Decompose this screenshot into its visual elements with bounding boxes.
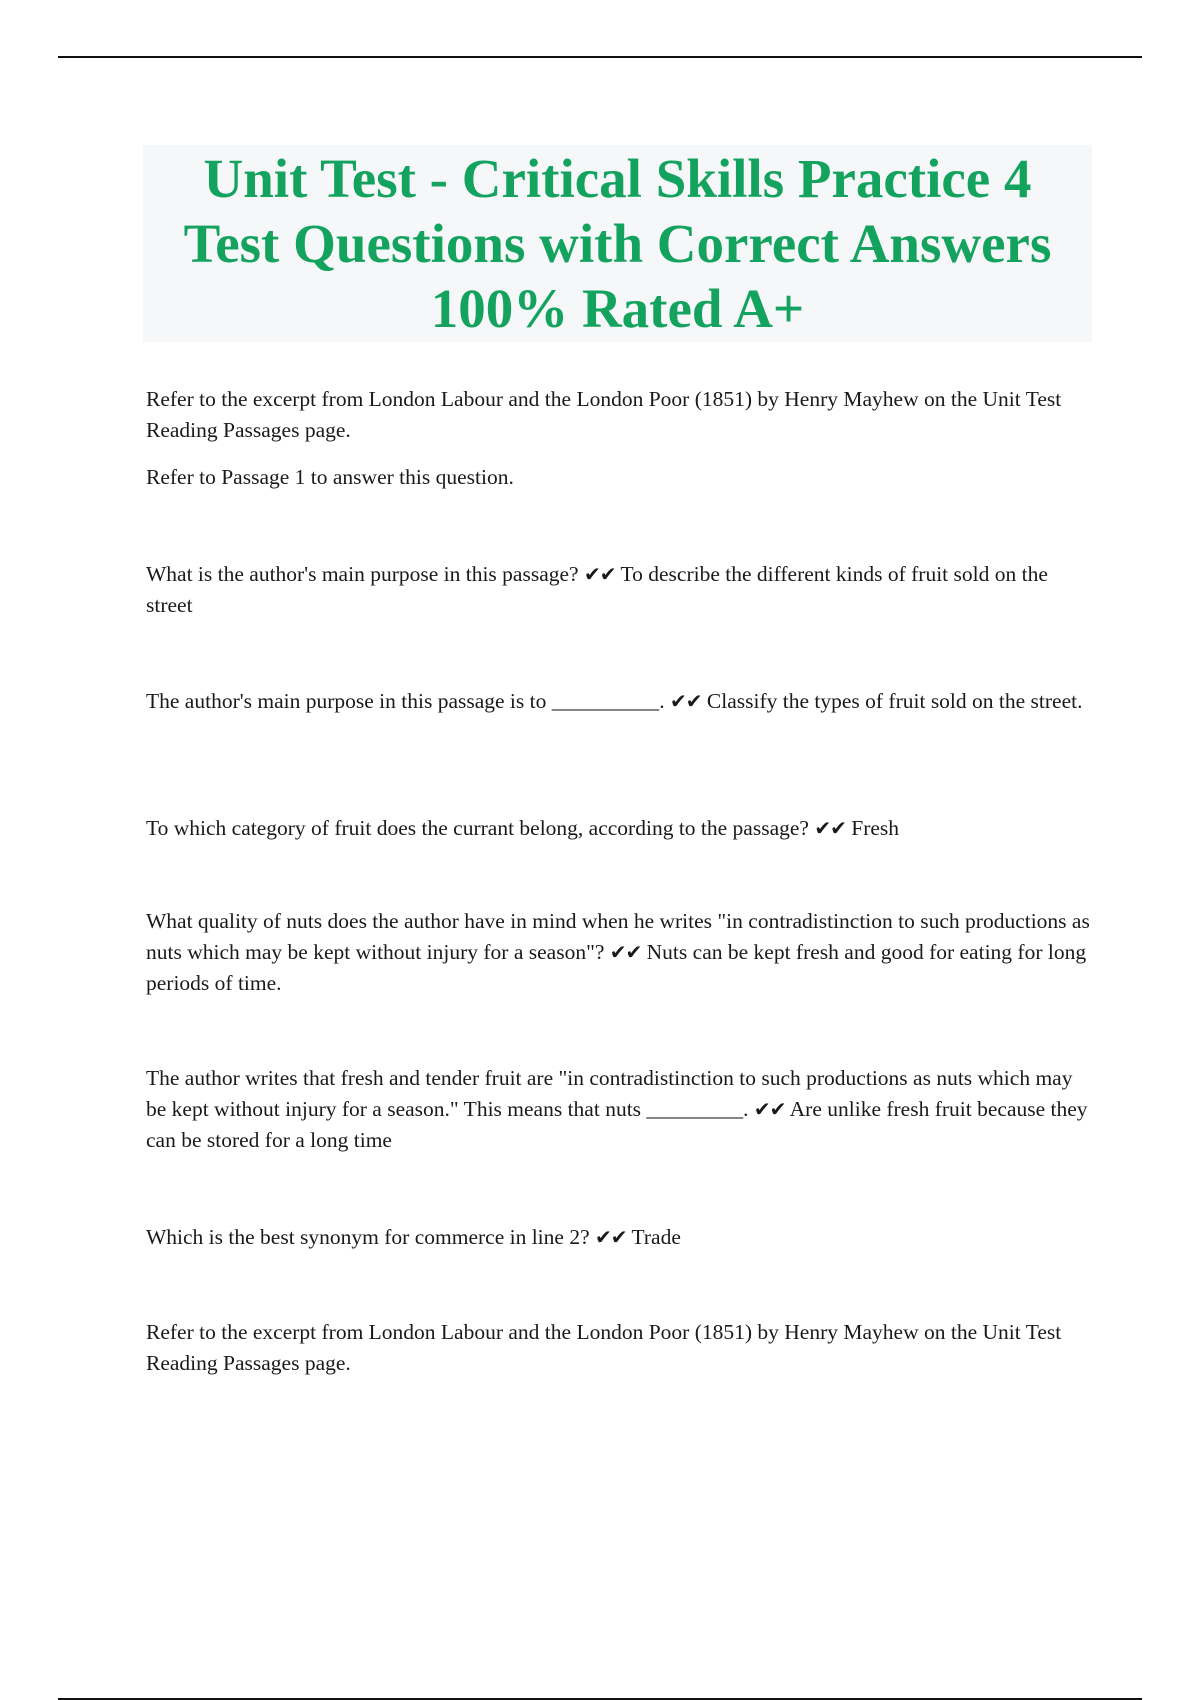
question-text: The author writes that fresh and tender fruit are "in contradistinction to such productions as nuts which may be kept without injury for a season." This means that nuts _________. bbox=[146, 1066, 1073, 1121]
answer-text: To describe the different kinds of fruit sold on the street bbox=[146, 562, 1048, 617]
title-line-1: Unit Test - Critical Skills Practice 4 bbox=[203, 148, 1032, 209]
title-line-2: Test Questions with Correct Answers bbox=[183, 213, 1052, 274]
question-text: To which category of fruit does the currant belong, according to the passage? bbox=[146, 816, 809, 840]
closing-text: Refer to the excerpt from London Labour and the London Poor (1851) by Henry Mayhew on the Unit Test Reading Passages page. bbox=[146, 1320, 1062, 1375]
question-text: Which is the best synonym for commerce in line 2? bbox=[146, 1225, 590, 1249]
document-title bbox=[184, 146, 1052, 341]
title-banner bbox=[143, 145, 1092, 342]
answer-text: Classify the types of fruit sold on the street. bbox=[706, 689, 1083, 713]
answer-text: Fresh bbox=[851, 816, 900, 840]
question-text: The author's main purpose in this passage is to __________. bbox=[146, 689, 665, 713]
title-line-3: 100% Rated A+ bbox=[430, 278, 805, 339]
qa-item-2 bbox=[146, 686, 1096, 717]
question-text: What quality of nuts does the author have in mind when he writes "in contradistinction to such productions as nuts which may be kept without injury for a season"? bbox=[146, 909, 1090, 964]
intro-paragraph bbox=[146, 384, 1096, 446]
qa-item-4 bbox=[146, 906, 1096, 999]
answer-text: Trade bbox=[631, 1225, 681, 1249]
double-check-icon: ✔✔ bbox=[595, 1225, 627, 1249]
double-check-icon: ✔✔ bbox=[753, 1097, 786, 1121]
answer-text: Are unlike fresh fruit because they can be stored for a long time bbox=[146, 1097, 1088, 1152]
intro-text-1: Refer to the excerpt from London Labour and the London Poor (1851) by Henry Mayhew on the Unit Test Reading Passages page. bbox=[146, 387, 1062, 442]
double-check-icon: ✔✔ bbox=[583, 562, 616, 586]
intro-text-2: Refer to Passage 1 to answer this question. bbox=[146, 465, 514, 489]
double-check-icon: ✔✔ bbox=[609, 940, 642, 964]
question-text: What is the author's main purpose in this passage? bbox=[146, 562, 579, 586]
double-check-icon: ✔✔ bbox=[814, 816, 846, 840]
qa-item-5 bbox=[146, 1063, 1096, 1156]
closing-paragraph bbox=[146, 1317, 1096, 1379]
top-rule bbox=[58, 56, 1142, 58]
double-check-icon: ✔✔ bbox=[670, 689, 702, 713]
answer-text: Nuts can be kept fresh and good for eating for long periods of time. bbox=[146, 940, 1087, 995]
qa-item-6 bbox=[146, 1222, 1096, 1253]
qa-item-3 bbox=[146, 813, 1096, 844]
intro-instruction bbox=[146, 462, 1096, 493]
qa-item-1 bbox=[146, 559, 1096, 621]
